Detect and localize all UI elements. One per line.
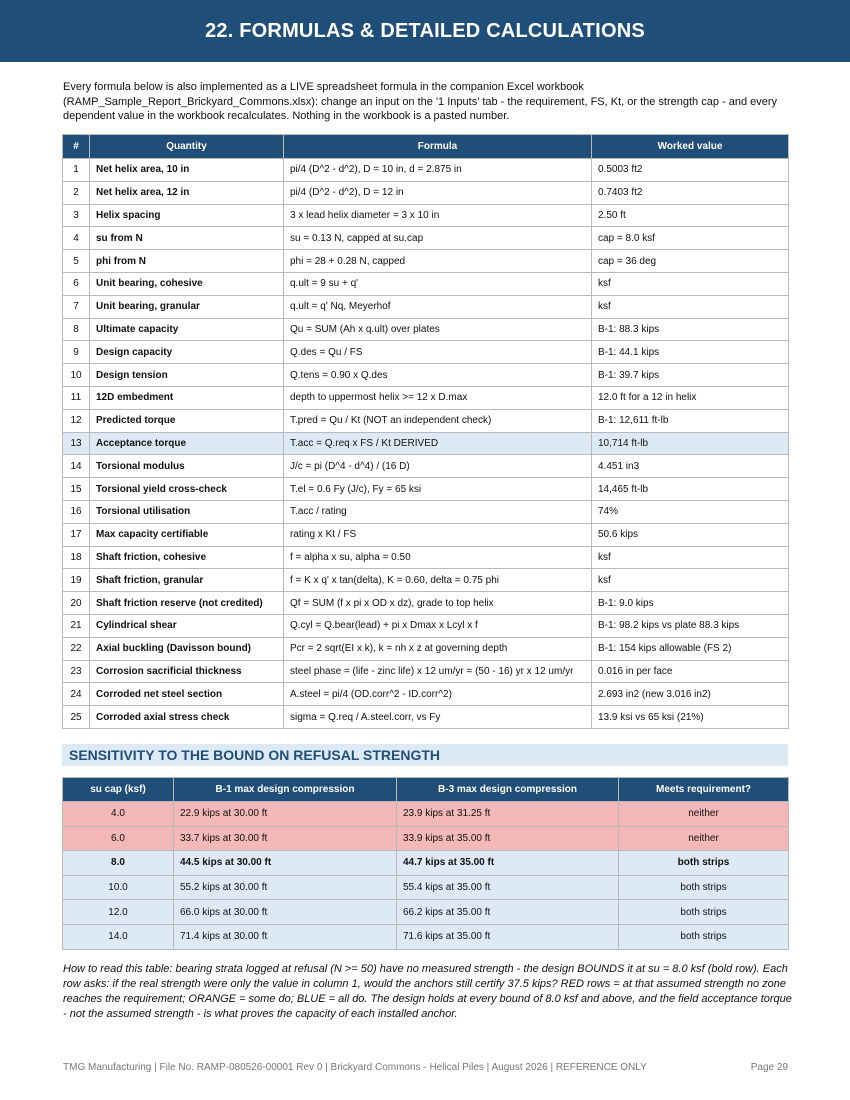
- meets-requirement-cell: neither: [619, 826, 789, 851]
- page-footer: [63, 1062, 788, 1073]
- quantity-cell: Unit bearing, cohesive: [90, 272, 284, 295]
- su-cap-cell: 6.0: [63, 826, 174, 851]
- b1-capacity-cell: 66.0 kips at 30.00 ft: [174, 900, 397, 925]
- su-cap-cell: 8.0: [63, 851, 174, 876]
- row-number: 11: [63, 386, 90, 409]
- worked-value-cell: B-1: 44.1 kips: [592, 341, 789, 364]
- meets-requirement-cell: both strips: [619, 851, 789, 876]
- formula-cell: sigma = Q.req / A.steel.corr, vs Fy: [284, 706, 592, 729]
- worked-value-cell: ksf: [592, 569, 789, 592]
- quantity-cell: Unit bearing, granular: [90, 295, 284, 318]
- worked-value-cell: B-1: 88.3 kips: [592, 318, 789, 341]
- row-number: 13: [63, 432, 90, 455]
- worked-value-cell: B-1: 98.2 kips vs plate 88.3 kips: [592, 614, 789, 637]
- sensitivity-row: [63, 875, 789, 900]
- formula-row: [63, 546, 789, 569]
- quantity-cell: Predicted torque: [90, 409, 284, 432]
- worked-value-cell: 74%: [592, 500, 789, 523]
- formula-row: [63, 614, 789, 637]
- b3-capacity-cell: 23.9 kips at 31.25 ft: [397, 802, 619, 827]
- formula-cell: T.acc = Q.req x FS / Kt DERIVED: [284, 432, 592, 455]
- footer-text: TMG Manufacturing | File No. RAMP-080526-00001 Rev 0 | Brickyard Commons - Helical Piles | August 2026 | REFERENCE ONLY: [63, 1062, 647, 1073]
- formula-row: [63, 204, 789, 227]
- quantity-cell: Cylindrical shear: [90, 614, 284, 637]
- meets-requirement-cell: both strips: [619, 875, 789, 900]
- worked-value-cell: cap = 8.0 ksf: [592, 227, 789, 250]
- formula-cell: q.ult = 9 su + q': [284, 272, 592, 295]
- sensitivity-row: [63, 900, 789, 925]
- quantity-cell: Torsional yield cross-check: [90, 478, 284, 501]
- formula-row: [63, 683, 789, 706]
- row-number: 17: [63, 523, 90, 546]
- b3-capacity-cell: 55.4 kips at 35.00 ft: [397, 875, 619, 900]
- quantity-cell: Torsional utilisation: [90, 500, 284, 523]
- formula-row: [63, 318, 789, 341]
- worked-value-cell: ksf: [592, 295, 789, 318]
- row-number: 10: [63, 364, 90, 387]
- quantity-cell: Corroded axial stress check: [90, 706, 284, 729]
- b3-capacity-cell: 71.6 kips at 35.00 ft: [397, 924, 619, 949]
- worked-value-cell: B-1: 154 kips allowable (FS 2): [592, 637, 789, 660]
- page-title-banner: [0, 0, 850, 62]
- col-header-quantity: Quantity: [90, 135, 284, 159]
- formula-cell: Q.tens = 0.90 x Q.des: [284, 364, 592, 387]
- row-number: 6: [63, 272, 90, 295]
- formula-row: [63, 569, 789, 592]
- quantity-cell: Net helix area, 12 in: [90, 181, 284, 204]
- formulas-table: [62, 134, 789, 729]
- row-number: 25: [63, 706, 90, 729]
- row-number: 5: [63, 250, 90, 273]
- row-number: 22: [63, 637, 90, 660]
- su-cap-cell: 4.0: [63, 802, 174, 827]
- quantity-cell: Shaft friction reserve (not credited): [90, 592, 284, 615]
- formula-row: [63, 272, 789, 295]
- sensitivity-row: [63, 802, 789, 827]
- formula-cell: 3 x lead helix diameter = 3 x 10 in: [284, 204, 592, 227]
- formula-row: [63, 159, 789, 182]
- intro-paragraph: Every formula below is also implemented as a LIVE spreadsheet formula in the companion Excel workbook (RAMP_Sample_Report_Brickyard_Commons.xlsx): change an input on the '1 Inputs' tab - the requirement, FS, Kt, or the strength cap - and every dependent value in the workbook recalculates. Nothing in the workbook is a pasted number.: [63, 81, 778, 122]
- worked-value-cell: B-1: 9.0 kips: [592, 592, 789, 615]
- formula-row: [63, 432, 789, 455]
- quantity-cell: 12D embedment: [90, 386, 284, 409]
- quantity-cell: Design capacity: [90, 341, 284, 364]
- sensitivity-row: [63, 826, 789, 851]
- formula-cell: pi/4 (D^2 - d^2), D = 12 in: [284, 181, 592, 204]
- quantity-cell: Ultimate capacity: [90, 318, 284, 341]
- quantity-cell: Shaft friction, granular: [90, 569, 284, 592]
- quantity-cell: Axial buckling (Davisson bound): [90, 637, 284, 660]
- sensitivity-title: SENSITIVITY TO THE BOUND ON REFUSAL STRENGTH: [69, 747, 441, 763]
- worked-value-cell: 0.7403 ft2: [592, 181, 789, 204]
- quantity-cell: Shaft friction, cohesive: [90, 546, 284, 569]
- quantity-cell: Helix spacing: [90, 204, 284, 227]
- b3-capacity-cell: 33.9 kips at 35.00 ft: [397, 826, 619, 851]
- quantity-cell: Design tension: [90, 364, 284, 387]
- formula-cell: T.pred = Qu / Kt (NOT an independent check): [284, 409, 592, 432]
- worked-value-cell: 0.016 in per face: [592, 660, 789, 683]
- worked-value-cell: 50.6 kips: [592, 523, 789, 546]
- worked-value-cell: B-1: 12,611 ft-lb: [592, 409, 789, 432]
- row-number: 8: [63, 318, 90, 341]
- worked-value-cell: cap = 36 deg: [592, 250, 789, 273]
- formula-cell: A.steel = pi/4 (OD.corr^2 - ID.corr^2): [284, 683, 592, 706]
- worked-value-cell: B-1: 39.7 kips: [592, 364, 789, 387]
- worked-value-cell: 13.9 ksi vs 65 ksi (21%): [592, 706, 789, 729]
- worked-value-cell: 14,465 ft-lb: [592, 478, 789, 501]
- formula-cell: Pcr = 2 sqrt(EI x k), k = nh x z at governing depth: [284, 637, 592, 660]
- row-number: 21: [63, 614, 90, 637]
- formula-row: [63, 295, 789, 318]
- col-header-number: #: [63, 135, 90, 159]
- formula-row: [63, 386, 789, 409]
- formula-row: [63, 364, 789, 387]
- formula-cell: Qf = SUM (f x pi x OD x dz), grade to top helix: [284, 592, 592, 615]
- row-number: 15: [63, 478, 90, 501]
- formula-row: [63, 455, 789, 478]
- worked-value-cell: ksf: [592, 546, 789, 569]
- formula-cell: T.acc / rating: [284, 500, 592, 523]
- formula-row: [63, 592, 789, 615]
- sensitivity-row: [63, 924, 789, 949]
- b1-capacity-cell: 22.9 kips at 30.00 ft: [174, 802, 397, 827]
- formula-cell: depth to uppermost helix >= 12 x D.max: [284, 386, 592, 409]
- row-number: 2: [63, 181, 90, 204]
- formula-cell: f = K x q' x tan(delta), K = 0.60, delta = 0.75 phi: [284, 569, 592, 592]
- col-header-b3: B-3 max design compression: [397, 778, 619, 802]
- formula-cell: pi/4 (D^2 - d^2), D = 10 in, d = 2.875 in: [284, 159, 592, 182]
- row-number: 14: [63, 455, 90, 478]
- col-header-meets: Meets requirement?: [619, 778, 789, 802]
- sensitivity-row: [63, 851, 789, 876]
- page-title: 22. FORMULAS & DETAILED CALCULATIONS: [205, 19, 645, 42]
- worked-value-cell: 0.5003 ft2: [592, 159, 789, 182]
- meets-requirement-cell: both strips: [619, 924, 789, 949]
- formula-row: [63, 181, 789, 204]
- formula-cell: su = 0.13 N, capped at su.cap: [284, 227, 592, 250]
- formula-row: [63, 250, 789, 273]
- col-header-formula: Formula: [284, 135, 592, 159]
- row-number: 9: [63, 341, 90, 364]
- quantity-cell: phi from N: [90, 250, 284, 273]
- quantity-cell: Max capacity certifiable: [90, 523, 284, 546]
- row-number: 16: [63, 500, 90, 523]
- quantity-cell: su from N: [90, 227, 284, 250]
- row-number: 23: [63, 660, 90, 683]
- col-header-b1: B-1 max design compression: [174, 778, 397, 802]
- formula-row: [63, 341, 789, 364]
- row-number: 19: [63, 569, 90, 592]
- formula-row: [63, 478, 789, 501]
- worked-value-cell: 2.693 in2 (new 3.016 in2): [592, 683, 789, 706]
- worked-value-cell: 4.451 in3: [592, 455, 789, 478]
- quantity-cell: Net helix area, 10 in: [90, 159, 284, 182]
- b1-capacity-cell: 44.5 kips at 30.00 ft: [174, 851, 397, 876]
- worked-value-cell: 12.0 ft for a 12 in helix: [592, 386, 789, 409]
- row-number: 1: [63, 159, 90, 182]
- formula-cell: rating x Kt / FS: [284, 523, 592, 546]
- b1-capacity-cell: 71.4 kips at 30.00 ft: [174, 924, 397, 949]
- sensitivity-header-row: [63, 778, 789, 802]
- formula-cell: phi = 28 + 0.28 N, capped: [284, 250, 592, 273]
- sensitivity-section-title: [62, 744, 788, 766]
- col-header-su-cap: su cap (ksf): [63, 778, 174, 802]
- formula-row: [63, 409, 789, 432]
- formula-cell: steel phase = (life - zinc life) x 12 um/yr = (50 - 16) yr x 12 um/yr: [284, 660, 592, 683]
- row-number: 24: [63, 683, 90, 706]
- quantity-cell: Corroded net steel section: [90, 683, 284, 706]
- formula-cell: Qu = SUM (Ah x q.ult) over plates: [284, 318, 592, 341]
- quantity-cell: Corrosion sacrificial thickness: [90, 660, 284, 683]
- quantity-cell: Acceptance torque: [90, 432, 284, 455]
- formula-cell: Q.des = Qu / FS: [284, 341, 592, 364]
- su-cap-cell: 10.0: [63, 875, 174, 900]
- table-reading-note: How to read this table: bearing strata logged at refusal (N >= 50) have no measured strength - the design BOUNDS it at su = 8.0 ksf (bold row). Each row asks: if the real strength were only the value in column 1, would the anchors still certify 37.5 kips? RED rows = at that assumed strength no zone reaches the requirement; ORANGE = some do; BLUE = all do. The design holds at every bound of 8.0 ksf and above, and the field acceptance torque - not the assumed strength - is what proves the capacity of each installed anchor.: [63, 963, 792, 1020]
- formula-cell: J/c = pi (D^4 - d^4) / (16 D): [284, 455, 592, 478]
- row-number: 18: [63, 546, 90, 569]
- meets-requirement-cell: neither: [619, 802, 789, 827]
- formula-row: [63, 706, 789, 729]
- row-number: 20: [63, 592, 90, 615]
- worked-value-cell: 2.50 ft: [592, 204, 789, 227]
- row-number: 7: [63, 295, 90, 318]
- formula-row: [63, 500, 789, 523]
- sensitivity-table: [62, 777, 789, 950]
- worked-value-cell: ksf: [592, 272, 789, 295]
- formula-cell: q.ult = q' Nq, Meyerhof: [284, 295, 592, 318]
- formula-row: [63, 227, 789, 250]
- row-number: 12: [63, 409, 90, 432]
- page-number: Page 29: [750, 1062, 788, 1073]
- formulas-header-row: [63, 135, 789, 159]
- su-cap-cell: 14.0: [63, 924, 174, 949]
- formula-row: [63, 637, 789, 660]
- meets-requirement-cell: both strips: [619, 900, 789, 925]
- b1-capacity-cell: 33.7 kips at 30.00 ft: [174, 826, 397, 851]
- b3-capacity-cell: 44.7 kips at 35.00 ft: [397, 851, 619, 876]
- su-cap-cell: 12.0: [63, 900, 174, 925]
- worked-value-cell: 10,714 ft-lb: [592, 432, 789, 455]
- formula-row: [63, 660, 789, 683]
- b3-capacity-cell: 66.2 kips at 35.00 ft: [397, 900, 619, 925]
- b1-capacity-cell: 55.2 kips at 30.00 ft: [174, 875, 397, 900]
- formula-cell: T.el = 0.6 Fy (J/c), Fy = 65 ksi: [284, 478, 592, 501]
- col-header-worked-value: Worked value: [592, 135, 789, 159]
- formula-row: [63, 523, 789, 546]
- row-number: 3: [63, 204, 90, 227]
- formula-cell: Q.cyl = Q.bear(lead) + pi x Dmax x Lcyl x f: [284, 614, 592, 637]
- quantity-cell: Torsional modulus: [90, 455, 284, 478]
- formula-cell: f = alpha x su, alpha = 0.50: [284, 546, 592, 569]
- row-number: 4: [63, 227, 90, 250]
